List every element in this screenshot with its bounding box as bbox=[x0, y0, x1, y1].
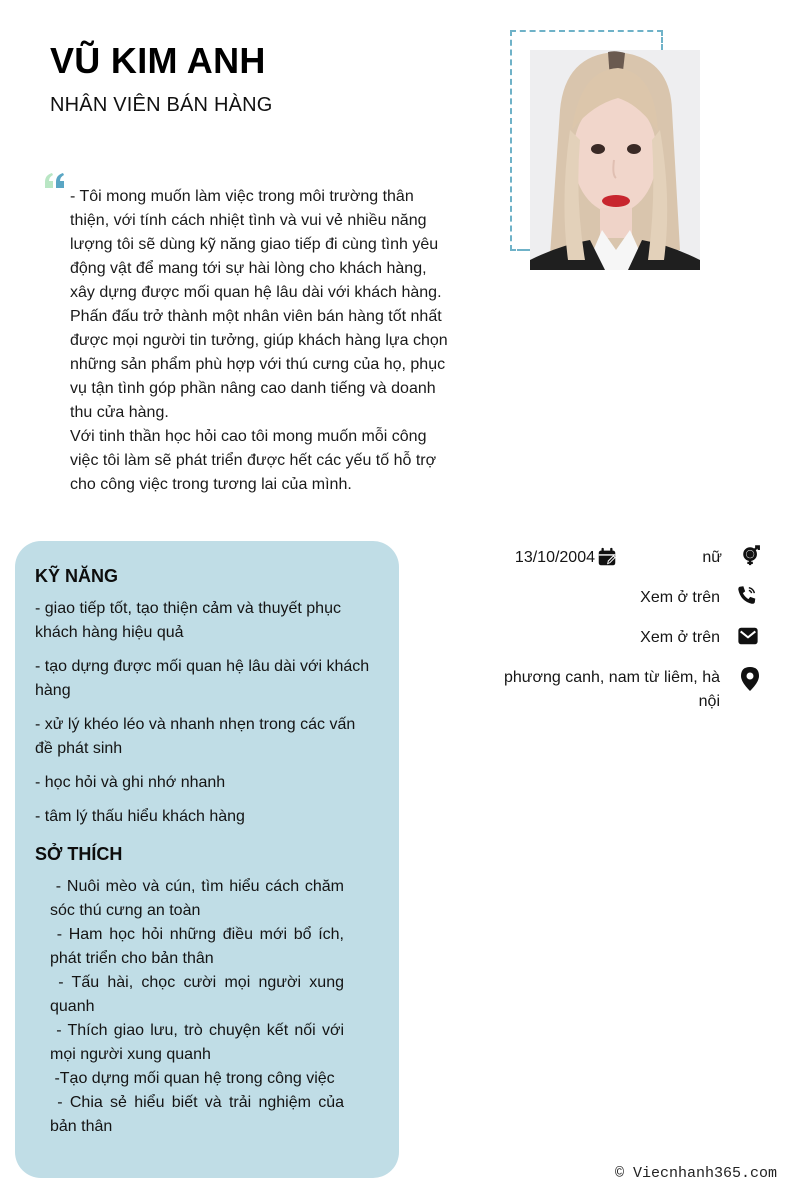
skill-item: - tạo dựng được mối quan hệ lâu dài với khách hàng bbox=[35, 658, 370, 699]
email-row bbox=[480, 626, 720, 650]
hobbies-heading: SỞ THÍCH bbox=[35, 844, 123, 864]
gender-row bbox=[640, 546, 722, 570]
phone-row bbox=[480, 586, 720, 610]
hobbies-list bbox=[50, 875, 349, 1139]
skill-item: - xử lý khéo léo và nhanh nhẹn trong các vấn đề phát sinh bbox=[35, 716, 356, 757]
envelope-icon bbox=[737, 625, 759, 647]
candidate-name: VŨ KIM ANH bbox=[50, 40, 266, 81]
skill-item: - giao tiếp tốt, tạo thiện cảm và thuyết phục khách hàng hiệu quả bbox=[35, 600, 341, 641]
calendar-edit-icon bbox=[596, 546, 618, 568]
objective-paragraph: - Tôi mong muốn làm việc trong môi trường thân thiện, với tính cách nhiệt tình và vui vẻ nhiều năng lượng tôi sẽ dùng kỹ năng giao tiếp đi cùng tình yêu động vật để mang tới sự hài lòng cho khách hàng, xây dựng được mối quan hệ lâu dài với khách hàng. bbox=[70, 188, 442, 301]
hobby-item: -Tạo dựng mối quan hệ trong công việc bbox=[50, 1070, 335, 1087]
skills-heading: KỸ NĂNG bbox=[35, 566, 119, 586]
photo-frame-decoration bbox=[660, 30, 663, 50]
profile-photo bbox=[530, 50, 700, 270]
quote-icon bbox=[44, 172, 66, 190]
hobby-item: - Chia sẻ hiểu biết và trải nghiệm của bản thân bbox=[50, 1094, 349, 1135]
birthday-row bbox=[470, 546, 595, 570]
hobby-item: - Thích giao lưu, trò chuyện kết nối với mọi người xung quanh bbox=[50, 1022, 349, 1063]
skill-item: - học hỏi và ghi nhớ nhanh bbox=[35, 774, 226, 791]
hobby-item: - Nuôi mèo và cún, tìm hiểu cách chăm sóc thú cưng an toàn bbox=[50, 878, 349, 919]
objective-paragraph: Phấn đấu trở thành một nhân viên bán hàng tốt nhất được mọi người tin tưởng, giúp khách hàng lựa chọn những sản phẩm phù hợp với thú cưng của họ, phục vụ tận tình góp phần nâng cao danh tiếng và doanh thu cửa hàng. bbox=[70, 308, 448, 421]
skill-item: - tâm lý thấu hiểu khách hàng bbox=[35, 808, 245, 825]
birthday-value: 13/10/2004 bbox=[514, 549, 595, 566]
career-objective bbox=[70, 185, 455, 497]
copyright-footer: © Viecnhanh365.com bbox=[615, 1165, 778, 1182]
location-pin-icon bbox=[738, 666, 762, 692]
address-row bbox=[480, 666, 720, 714]
phone-volume-icon bbox=[736, 584, 758, 606]
objective-paragraph: Với tinh thần học hỏi cao tôi mong muốn mỗi công việc tôi làm sẽ phát triển được hết các yếu tố hỗ trợ cho công việc trong tương lai của mình. bbox=[70, 428, 437, 493]
hobby-item: - Ham học hỏi những điều mới bổ ích, phát triển cho bản thân bbox=[50, 926, 349, 967]
candidate-position: NHÂN VIÊN BÁN HÀNG bbox=[50, 94, 273, 116]
photo-frame-decoration bbox=[510, 248, 530, 251]
skills-hobbies-panel bbox=[15, 541, 399, 1178]
skills-list bbox=[35, 597, 375, 839]
gender-icon bbox=[740, 545, 762, 567]
phone-value[interactable]: Xem ở trên bbox=[640, 589, 720, 606]
hobby-item: - Tấu hài, chọc cười mọi người xung quanh bbox=[50, 974, 349, 1015]
gender-value: nữ bbox=[702, 549, 722, 566]
email-value[interactable]: Xem ở trên bbox=[640, 629, 720, 646]
address-value: phương canh, nam từ liêm, hà nội bbox=[503, 669, 720, 710]
